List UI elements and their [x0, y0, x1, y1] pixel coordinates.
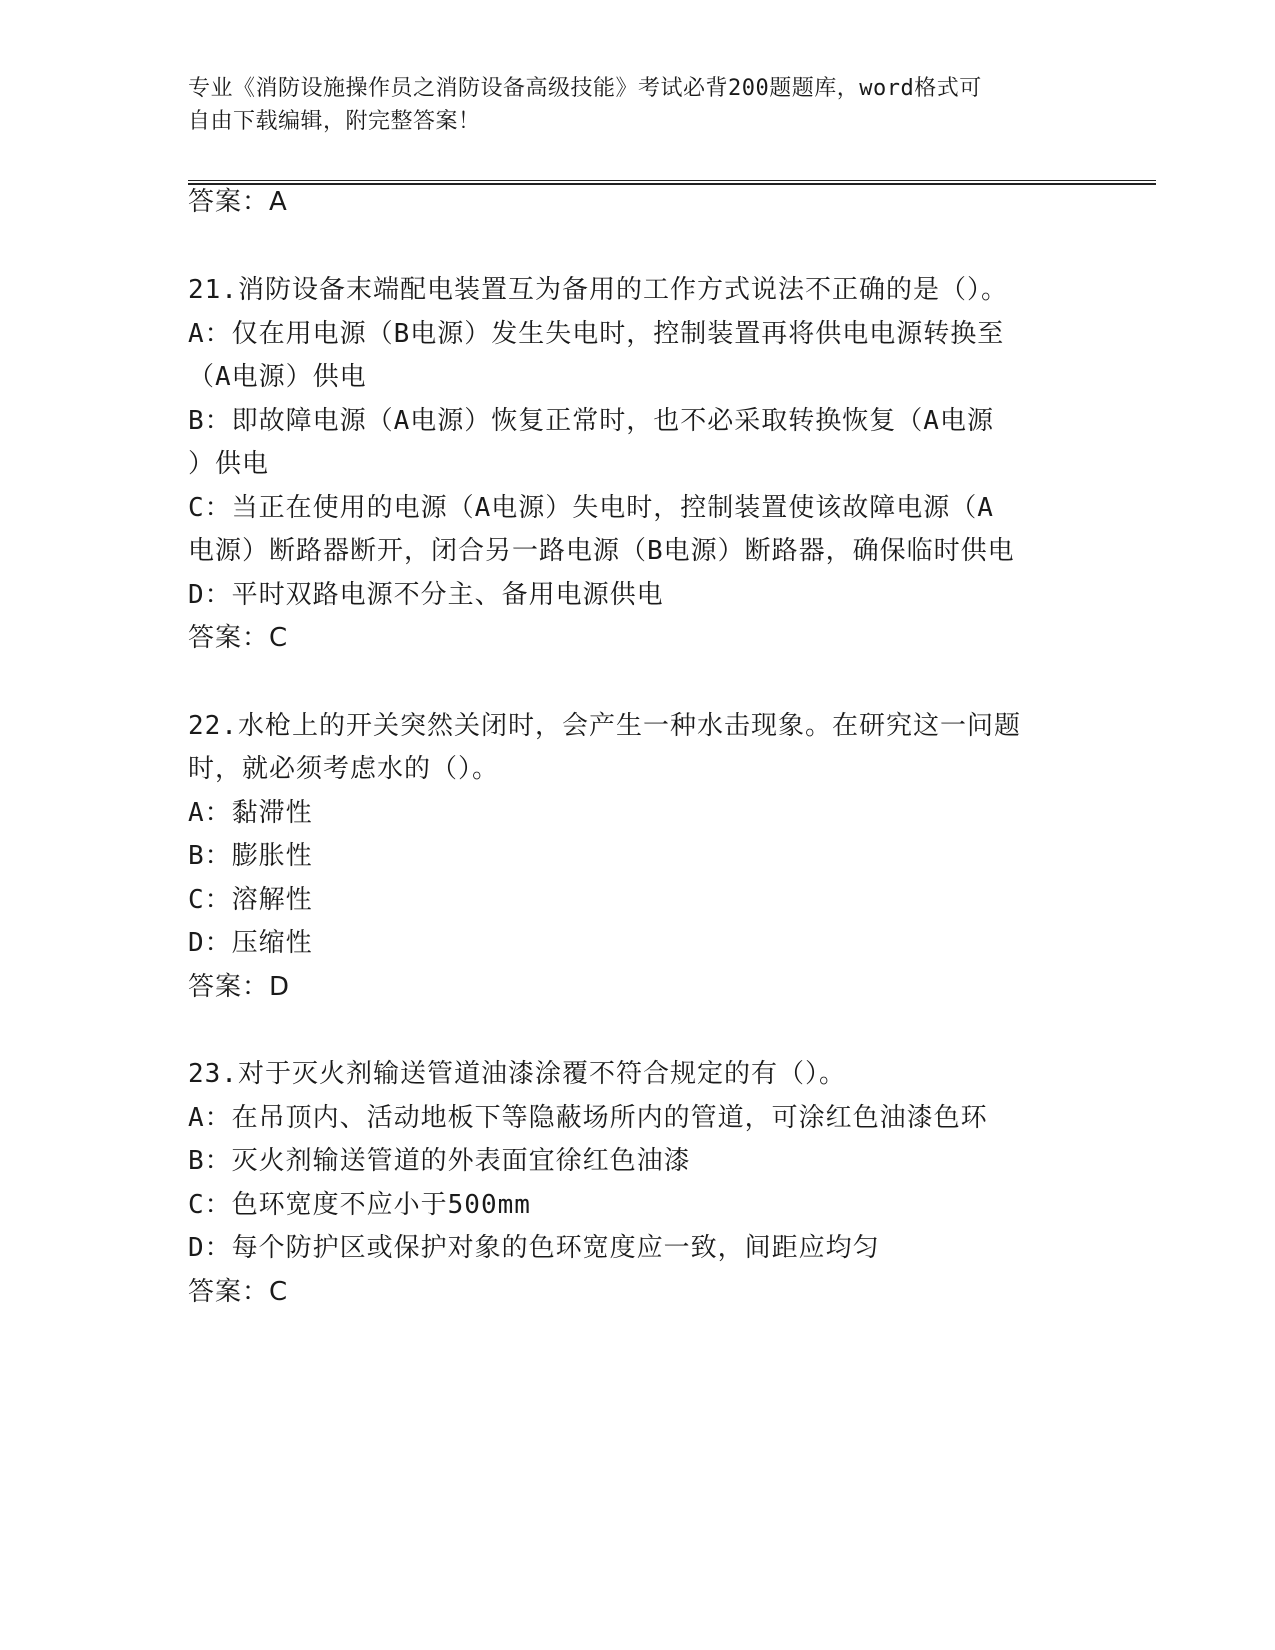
header-line-2: 自由下载编辑，附完整答案！ — [188, 109, 481, 134]
question-21-stem: 21.消防设备末端配电装置互为备用的工作方式说法不正确的是（）。 — [188, 275, 1008, 305]
question-21-option-b: B：即故障电源（A电源）恢复正常时，也不必采取转换恢复（A电源 — [188, 406, 994, 436]
page-header — [188, 72, 1088, 138]
question-22-option-b: B：膨胀性 — [188, 841, 313, 871]
question-22-stem-cont: 时，就必须考虑水的（）。 — [188, 754, 500, 784]
question-21-answer: 答案：C — [188, 623, 289, 653]
question-21-option-c: C：当正在使用的电源（A电源）失电时，控制装置使该故障电源（A — [188, 493, 994, 523]
question-23-answer: 答案：C — [188, 1277, 289, 1307]
question-23-option-b: B：灭火剂输送管道的外表面宜徐红色油漆 — [188, 1146, 691, 1176]
question-23-option-c: C：色环宽度不应小于500mm — [188, 1190, 531, 1220]
question-21-option-a-cont: （A电源）供电 — [188, 362, 367, 392]
question-22-option-a: A：黏滞性 — [188, 798, 313, 828]
question-21-option-a: A：仅在用电源（B电源）发生失电时，控制装置再将供电电源转换至 — [188, 319, 1005, 349]
question-21-option-c-cont: 电源）断路器断开，闭合另一路电源（B电源）断路器，确保临时供电 — [188, 536, 1015, 566]
question-22-answer: 答案：D — [188, 972, 291, 1002]
header-rule — [188, 180, 1156, 185]
previous-answer: 答案：A — [188, 187, 288, 217]
question-22-option-d: D：压缩性 — [188, 928, 313, 958]
question-21-option-d: D：平时双路电源不分主、备用电源供电 — [188, 580, 664, 610]
question-23-option-a: A：在吊顶内、活动地板下等隐蔽场所内的管道，可涂红色油漆色环 — [188, 1103, 988, 1133]
question-22-stem: 22.水枪上的开关突然关闭时，会产生一种水击现象。在研究这一问题 — [188, 711, 1021, 741]
question-23-option-d: D：每个防护区或保护对象的色环宽度应一致，间距应均匀 — [188, 1233, 880, 1263]
question-21-option-b-cont: ）供电 — [188, 449, 270, 479]
question-22-option-c: C：溶解性 — [188, 885, 313, 915]
header-line-1: 专业《消防设施操作员之消防设备高级技能》考试必背200题题库，word格式可 — [188, 76, 982, 101]
question-23-stem: 23.对于灭火剂输送管道油漆涂覆不符合规定的有（）。 — [188, 1059, 846, 1089]
